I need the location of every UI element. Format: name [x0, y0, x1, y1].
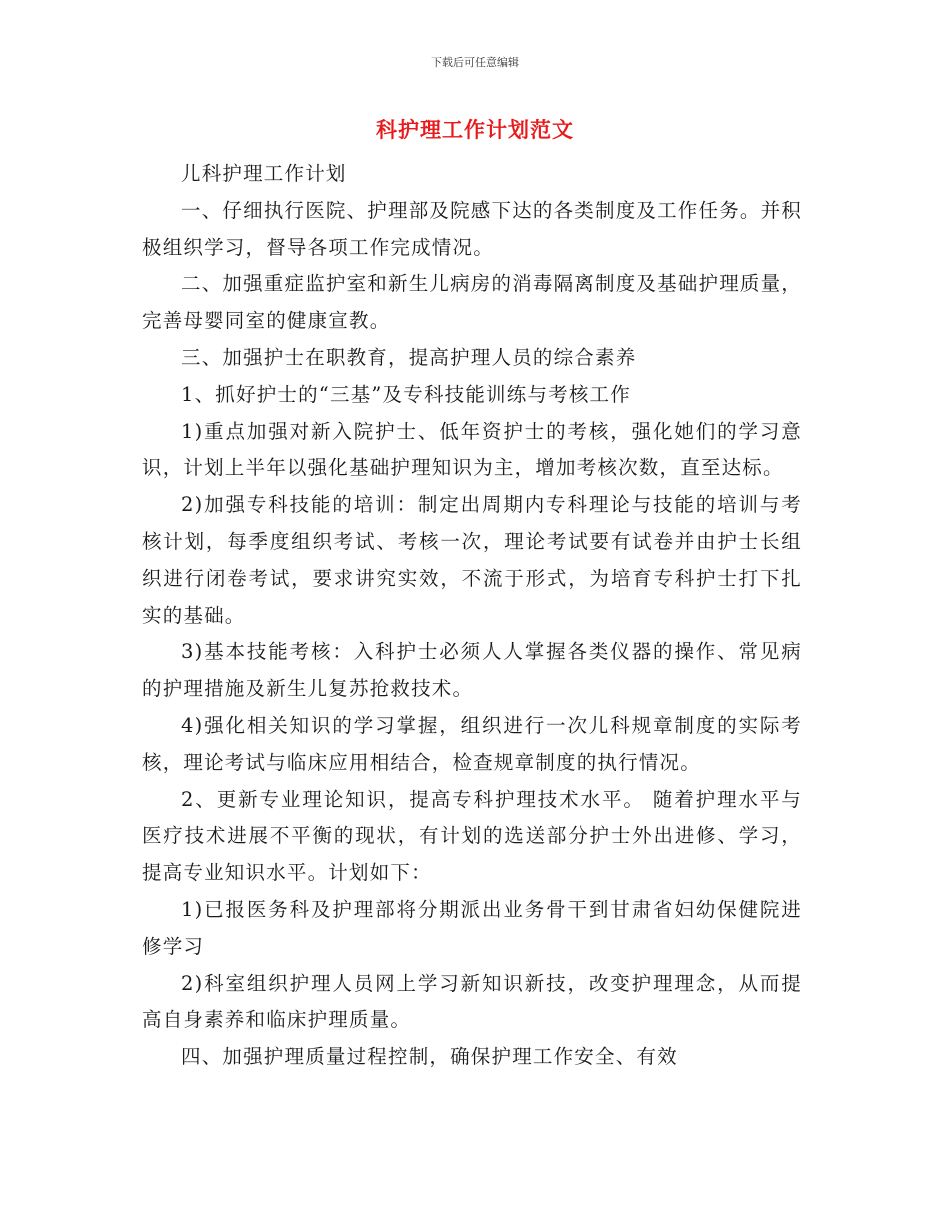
paragraph: 3)基本技能考核：入科护士必须人人掌握各类仪器的操作、常见病的护理措施及新生儿复苏抢救技术。: [142, 640, 802, 701]
paragraph: 2、更新专业理论知识，提高专科护理技术水平。 随着护理水平与医疗技术进展不平衡的现状，有计划的选送部分护士外出进修、学习，提高专业知识水平。计划如下：: [142, 787, 802, 885]
paragraph: 4)强化相关知识的学习掌握，组织进行一次儿科规章制度的实际考核，理论考试与临床应用相结合，检查规章制度的执行情况。: [142, 713, 802, 774]
paragraph: 2)加强专科技能的培训：制定出周期内专科理论与技能的培训与考核计划，每季度组织考试、考核一次，理论考试要有试卷并由护士长组织进行闭卷考试，要求讲究实效，不流于形式，为培育专科护士打下扎实的基础。: [142, 493, 802, 627]
paragraph: 2)科室组织护理人员网上学习新知识新技，改变护理理念，从而提高自身素养和临床护理质量。: [142, 971, 802, 1032]
document-body: [142, 156, 802, 1076]
paragraph: 四、加强护理质量过程控制，确保护理工作安全、有效: [181, 1045, 678, 1069]
paragraph: 一、仔细执行医院、护理部及院感下达的各类制度及工作任务。并积极组织学习，督导各项工作完成情况。: [142, 198, 803, 259]
paragraph: 1、抓好护士的“三基”及专科技能训练与考核工作: [181, 382, 631, 406]
paragraph: 1)重点加强对新入院护士、低年资护士的考核，强化她们的学习意识，计划上半年以强化基础护理知识为主，增加考核次数，直至达标。: [142, 419, 802, 480]
document-title: 科护理工作计划范文: [376, 118, 574, 142]
header-note: 下载后可任意编辑: [431, 56, 519, 69]
paragraph: 二、加强重症监护室和新生儿病房的消毒隔离制度及基础护理质量，完善母婴同室的健康宣教。: [142, 272, 803, 333]
paragraph: 儿科护理工作计划: [181, 162, 347, 185]
paragraph: 三、加强护士在职教育，提高护理人员的综合素养: [181, 345, 637, 369]
paragraph: 1)已报医务科及护理部将分期派出业务骨干到甘肃省妇幼保健院进修学习: [142, 897, 802, 958]
